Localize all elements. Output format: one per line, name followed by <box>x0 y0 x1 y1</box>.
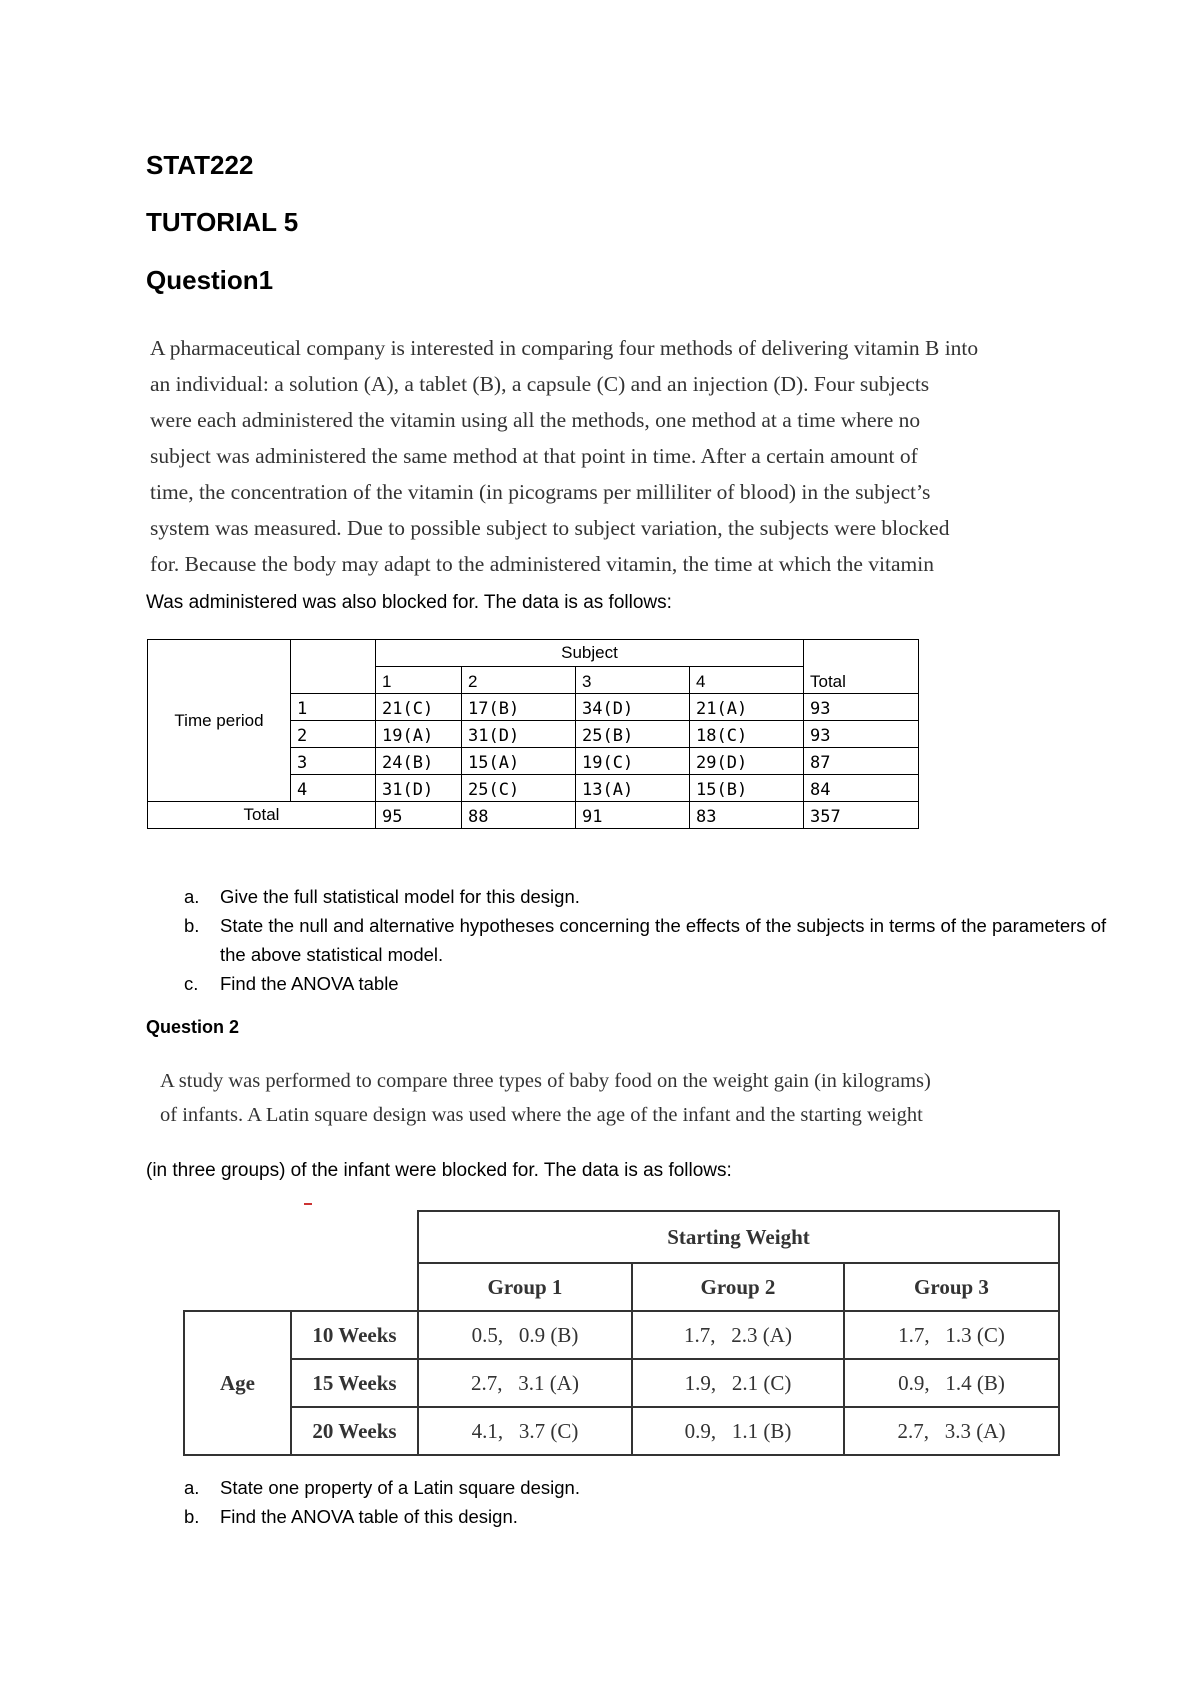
item-text: Find the ANOVA table of this design. <box>220 1506 518 1527</box>
list-item <box>146 969 1120 998</box>
row-total: 87 <box>804 748 919 775</box>
data-cell: 24(B) <box>376 748 462 775</box>
data-cell: 31(D) <box>462 721 576 748</box>
blank-cell <box>184 1211 418 1263</box>
data-cell: 15(A) <box>462 748 576 775</box>
period-label: 4 <box>291 775 376 802</box>
list-item <box>146 911 1120 969</box>
row-total: 93 <box>804 721 919 748</box>
data-cell: 19(C) <box>576 748 690 775</box>
list-item <box>146 1473 1120 1502</box>
age-row-label: 10 Weeks <box>291 1311 418 1359</box>
age-label: Age <box>184 1311 291 1455</box>
paragraph-line: of infants. A Latin square design was used where the age of the infant and the starting weight <box>160 1104 923 1126</box>
table-row <box>184 1359 1059 1407</box>
item-text: Find the ANOVA table <box>220 973 399 994</box>
data-cell: 2.7, 3.3 (A) <box>844 1407 1059 1455</box>
column-total: 83 <box>690 802 804 829</box>
grand-total: 357 <box>804 802 919 829</box>
period-label: 2 <box>291 721 376 748</box>
data-cell: 18(C) <box>690 721 804 748</box>
data-cell: 15(B) <box>690 775 804 802</box>
data-cell: 34(D) <box>576 694 690 721</box>
data-cell: 19(A) <box>376 721 462 748</box>
item-text: State the null and alternative hypotheses concerning the effects of the subjects in terms of the parameters of the above statistical model. <box>220 915 1107 965</box>
group-label: Group 3 <box>844 1263 1059 1311</box>
age-row-label: 20 Weeks <box>291 1407 418 1455</box>
data-cell: 21(A) <box>690 694 804 721</box>
column-total: 91 <box>576 802 690 829</box>
item-text: State one property of a Latin square design. <box>220 1477 580 1498</box>
period-label: 3 <box>291 748 376 775</box>
table-row <box>184 1311 1059 1359</box>
data-cell: 0.9, 1.1 (B) <box>632 1407 844 1455</box>
item-text: Give the full statistical model for this design. <box>220 886 580 907</box>
item-marker: a. <box>184 886 200 907</box>
course-code: STAT222 <box>146 150 254 180</box>
question-1-paragraph <box>150 330 1150 582</box>
paragraph-line: an individual: a solution (A), a tablet (B), a capsule (C) and an injection (D). Four subjects <box>150 372 930 396</box>
column-total: 88 <box>462 802 576 829</box>
paragraph-line: time, the concentration of the vitamin (in picograms per milliliter of blood) in the subject’s <box>150 480 931 504</box>
question-2-items <box>146 1473 1120 1531</box>
subject-label: 1 <box>376 667 462 694</box>
data-cell: 29(D) <box>690 748 804 775</box>
period-label: 1 <box>291 694 376 721</box>
total-header: Total <box>804 640 919 694</box>
row-total: 84 <box>804 775 919 802</box>
data-cell: 0.9, 1.4 (B) <box>844 1359 1059 1407</box>
table-row <box>148 802 919 829</box>
data-cell: 31(D) <box>376 775 462 802</box>
question-1-continuation: Was administered was also blocked for. The data is as follows: <box>146 592 672 613</box>
data-cell: 4.1, 3.7 (C) <box>418 1407 632 1455</box>
group-label: Group 1 <box>418 1263 632 1311</box>
data-cell: 2.7, 3.1 (A) <box>418 1359 632 1407</box>
question-2-title: Question 2 <box>146 1017 240 1037</box>
item-marker: b. <box>184 915 200 936</box>
paragraph-line: were each administered the vitamin using all the methods, one method at a time where no <box>150 408 921 432</box>
data-cell: 1.7, 2.3 (A) <box>632 1311 844 1359</box>
question-1-items <box>146 882 1120 998</box>
blank-cell <box>291 640 376 694</box>
age-row-label: 15 Weeks <box>291 1359 418 1407</box>
paragraph-line: subject was administered the same method at that point in time. After a certain amount of <box>150 444 918 468</box>
subject-header: Subject <box>376 640 804 667</box>
paragraph-line: for. Because the body may adapt to the administered vitamin, the time at which the vitamin <box>150 552 934 576</box>
data-cell: 25(B) <box>576 721 690 748</box>
list-item <box>146 882 1120 911</box>
data-cell: 25(C) <box>462 775 576 802</box>
scan-mark <box>304 1203 312 1205</box>
group-label: Group 2 <box>632 1263 844 1311</box>
blank-cell <box>184 1263 418 1311</box>
data-cell: 21(C) <box>376 694 462 721</box>
item-marker: c. <box>184 973 199 994</box>
data-cell: 1.9, 2.1 (C) <box>632 1359 844 1407</box>
starting-weight-header: Starting Weight <box>418 1211 1059 1263</box>
row-total: 93 <box>804 694 919 721</box>
table-row <box>184 1407 1059 1455</box>
baby-food-data-table <box>183 1210 1060 1456</box>
question-1-title: Question1 <box>146 265 274 295</box>
paragraph-line: A pharmaceutical company is interested in comparing four methods of delivering vitamin B into <box>150 336 979 360</box>
paragraph-line: system was measured. Due to possible subject to subject variation, the subjects were blocked <box>150 516 950 540</box>
item-marker: a. <box>184 1477 200 1498</box>
subject-label: 3 <box>576 667 690 694</box>
data-cell: 1.7, 1.3 (C) <box>844 1311 1059 1359</box>
total-row-label: Total <box>148 802 376 829</box>
question-2-paragraph <box>160 1064 1160 1132</box>
data-cell: 13(A) <box>576 775 690 802</box>
data-cell: 0.5, 0.9 (B) <box>418 1311 632 1359</box>
row-header-time-period: Time period <box>148 640 291 802</box>
item-marker: b. <box>184 1506 200 1527</box>
data-cell: 17(B) <box>462 694 576 721</box>
subject-label: 2 <box>462 667 576 694</box>
tutorial-title: TUTORIAL 5 <box>146 207 299 237</box>
paragraph-line: A study was performed to compare three types of baby food on the weight gain (in kilograms) <box>160 1070 931 1092</box>
question-2-continuation: (in three groups) of the infant were blocked for. The data is as follows: <box>146 1160 732 1181</box>
column-total: 95 <box>376 802 462 829</box>
subject-label: 4 <box>690 667 804 694</box>
list-item <box>146 1502 1120 1531</box>
vitamin-data-table <box>147 639 919 829</box>
